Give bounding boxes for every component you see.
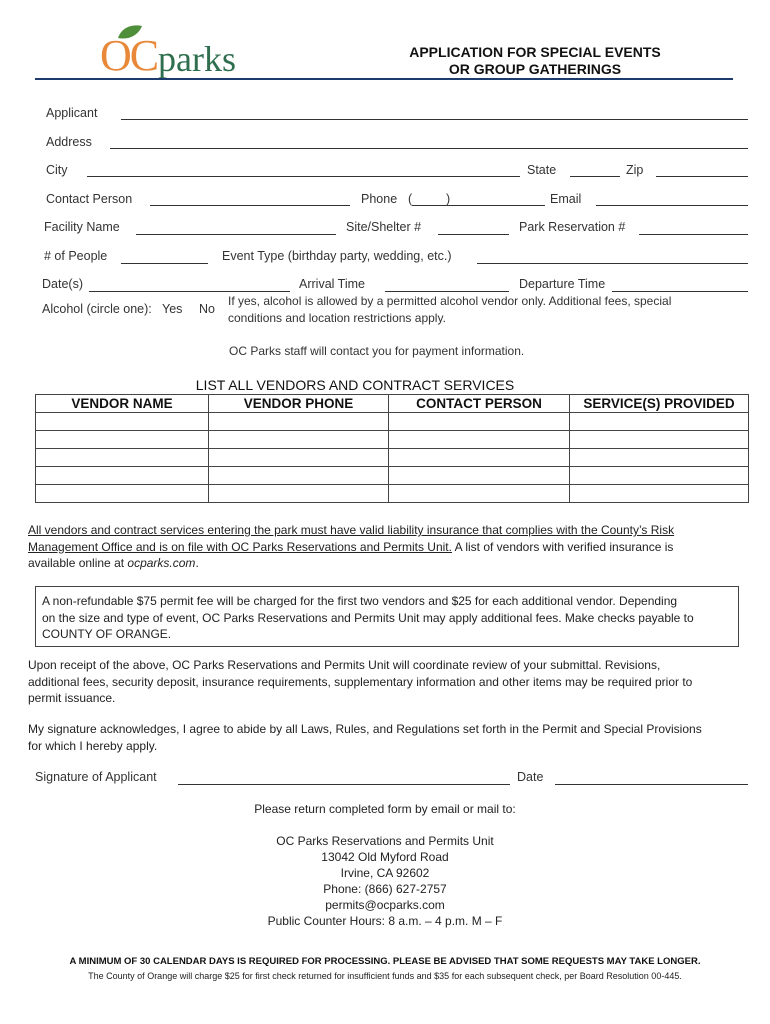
table-cell[interactable] <box>209 467 389 485</box>
services-provided-header: SERVICE(S) PROVIDED <box>570 395 749 413</box>
fee-line-3: COUNTY OF ORANGE. <box>42 627 172 641</box>
vendors-heading: LIST ALL VENDORS AND CONTRACT SERVICES <box>195 377 515 393</box>
table-row <box>36 449 749 467</box>
insurance-text-underlined-1: All vendors and contract services entering the park must have valid liability insurance that complies with the County’s Risk <box>28 523 675 537</box>
email-field[interactable] <box>596 205 748 206</box>
ocparks-link[interactable]: ocparks.com <box>127 556 196 570</box>
title-line-1: APPLICATION FOR SPECIAL EVENTS <box>409 44 661 60</box>
insurance-text-underlined-2: Management Office and is on file with OC Parks Reservations and Permits Unit. <box>28 539 452 554</box>
table-cell[interactable] <box>389 485 570 503</box>
zip-field[interactable] <box>656 176 748 177</box>
contact-person-header: CONTACT PERSON <box>389 395 570 413</box>
insurance-text-prefix: available online at <box>28 556 128 570</box>
mailing-address-block <box>180 833 590 929</box>
site-shelter-field[interactable] <box>438 234 509 235</box>
zip-label: Zip <box>626 163 644 177</box>
agreement-line-2: for which I hereby apply. <box>28 738 158 753</box>
table-cell[interactable] <box>209 449 389 467</box>
table-cell[interactable] <box>209 485 389 503</box>
arrival-time-field[interactable] <box>385 291 509 292</box>
fee-notice-box <box>35 586 739 647</box>
insurance-paragraph <box>28 522 748 572</box>
alcohol-note-line-2: conditions and location restrictions apply. <box>228 311 446 325</box>
table-cell[interactable] <box>36 413 209 431</box>
dates-field[interactable] <box>89 291 290 292</box>
email-address[interactable]: permits@ocparks.com <box>325 898 445 912</box>
event-type-field[interactable] <box>477 263 748 264</box>
fee-line-1: A non-refundable $75 permit fee will be charged for the first two vendors and $25 for each additional vendor. Depending <box>42 594 678 608</box>
vendor-name-header: VENDOR NAME <box>36 395 209 413</box>
facility-name-field[interactable] <box>136 234 336 235</box>
date-label: Date <box>517 770 544 784</box>
phone-field[interactable] <box>412 205 545 206</box>
num-people-label: # of People <box>44 249 108 263</box>
return-instructions: Please return completed form by email or mail to: <box>254 802 516 816</box>
state-label: State <box>527 163 557 177</box>
review-paragraph <box>28 657 748 707</box>
event-type-label: Event Type (birthday party, wedding, etc.) <box>222 249 452 263</box>
table-cell[interactable] <box>570 467 749 485</box>
applicant-field[interactable] <box>121 119 748 120</box>
org-name: OC Parks Reservations and Permits Unit <box>276 834 494 848</box>
date-field[interactable] <box>555 784 748 785</box>
review-line-2: additional fees, security deposit, insurance requirements, supplementary information and other items may be required prior to <box>28 674 693 689</box>
phone-number: Phone: (866) 627-2757 <box>323 882 447 896</box>
address-label: Address <box>46 135 92 149</box>
table-row <box>36 485 749 503</box>
insurance-text-rest: A list of vendors with verified insurance is <box>451 539 674 554</box>
title-line-2: OR GROUP GATHERINGS <box>448 61 622 77</box>
applicant-label: Applicant <box>46 106 98 120</box>
phone-label: Phone <box>361 192 398 206</box>
vendor-phone-header: VENDOR PHONE <box>209 395 389 413</box>
alcohol-note-line-1: If yes, alcohol is allowed by a permitted alcohol vendor only. Additional fees, special <box>228 294 672 308</box>
facility-name-label: Facility Name <box>44 220 120 234</box>
phone-open-paren: ( <box>408 192 413 206</box>
vendors-header-row <box>36 395 749 413</box>
table-cell[interactable] <box>36 467 209 485</box>
alcohol-yes-option[interactable]: Yes <box>162 302 183 316</box>
contact-person-field[interactable] <box>150 205 350 206</box>
signature-label: Signature of Applicant <box>35 770 157 784</box>
table-cell[interactable] <box>36 431 209 449</box>
insurance-text-suffix: . <box>195 556 199 570</box>
park-reservation-field[interactable] <box>639 234 748 235</box>
review-line-3: permit issuance. <box>28 691 116 705</box>
table-cell[interactable] <box>389 449 570 467</box>
fee-line-2: on the size and type of event, OC Parks Reservations and Permits Unit may apply additional fees. Make checks payable to <box>42 610 694 625</box>
table-cell[interactable] <box>389 431 570 449</box>
park-reservation-label: Park Reservation # <box>519 220 626 234</box>
table-cell[interactable] <box>36 449 209 467</box>
table-cell[interactable] <box>389 467 570 485</box>
state-field[interactable] <box>570 176 620 177</box>
agreement-line-1: My signature acknowledges, I agree to abide by all Laws, Rules, and Regulations set forth in the Permit and Special Provisions <box>28 722 702 736</box>
review-line-1: Upon receipt of the above, OC Parks Reservations and Permits Unit will coordinate review of your submittal. Revisions, <box>28 658 661 672</box>
address-field[interactable] <box>110 148 748 149</box>
alcohol-no-option[interactable]: No <box>199 302 215 316</box>
street-address: 13042 Old Myford Road <box>321 850 449 864</box>
city-state-zip: Irvine, CA 92602 <box>340 866 430 880</box>
dates-label: Date(s) <box>42 277 83 291</box>
table-cell[interactable] <box>570 431 749 449</box>
processing-notice: A MINIMUM OF 30 CALENDAR DAYS IS REQUIRED FOR PROCESSING. PLEASE BE ADVISED THAT SOME REQUESTS MAY TAKE LONGER. <box>69 956 701 967</box>
arrival-time-label: Arrival Time <box>299 277 365 291</box>
table-cell[interactable] <box>209 431 389 449</box>
table-row <box>36 467 749 485</box>
payment-note: OC Parks staff will contact you for payment information. <box>229 344 525 358</box>
num-people-field[interactable] <box>121 263 208 264</box>
table-cell[interactable] <box>570 413 749 431</box>
table-row <box>36 431 749 449</box>
phone-close-paren: ) <box>446 192 451 206</box>
signature-field[interactable] <box>178 784 510 785</box>
table-row <box>36 413 749 431</box>
contact-person-label: Contact Person <box>46 192 133 206</box>
counter-hours: Public Counter Hours: 8 a.m. – 4 p.m. M – F <box>267 914 503 928</box>
table-cell[interactable] <box>389 413 570 431</box>
table-cell[interactable] <box>209 413 389 431</box>
table-cell[interactable] <box>570 449 749 467</box>
alcohol-label: Alcohol (circle one): <box>42 302 152 316</box>
page-title <box>380 44 690 78</box>
table-cell[interactable] <box>36 485 209 503</box>
agreement-paragraph <box>28 721 748 754</box>
departure-time-field[interactable] <box>612 291 748 292</box>
email-label: Email <box>550 192 582 206</box>
vendors-table <box>35 394 749 503</box>
departure-time-label: Departure Time <box>519 277 606 291</box>
city-field[interactable] <box>87 176 520 177</box>
site-shelter-label: Site/Shelter # <box>346 220 422 234</box>
logo-parks-text: parks <box>158 39 236 79</box>
city-label: City <box>46 163 68 177</box>
logo-oc-text: OC <box>100 31 158 80</box>
table-cell[interactable] <box>570 485 749 503</box>
returned-check-fine-print: The County of Orange will charge $25 for first check returned for insufficient funds and $35 for each subsequent check, per Board Resolution 00-445. <box>88 971 682 981</box>
header-rule <box>35 78 733 80</box>
